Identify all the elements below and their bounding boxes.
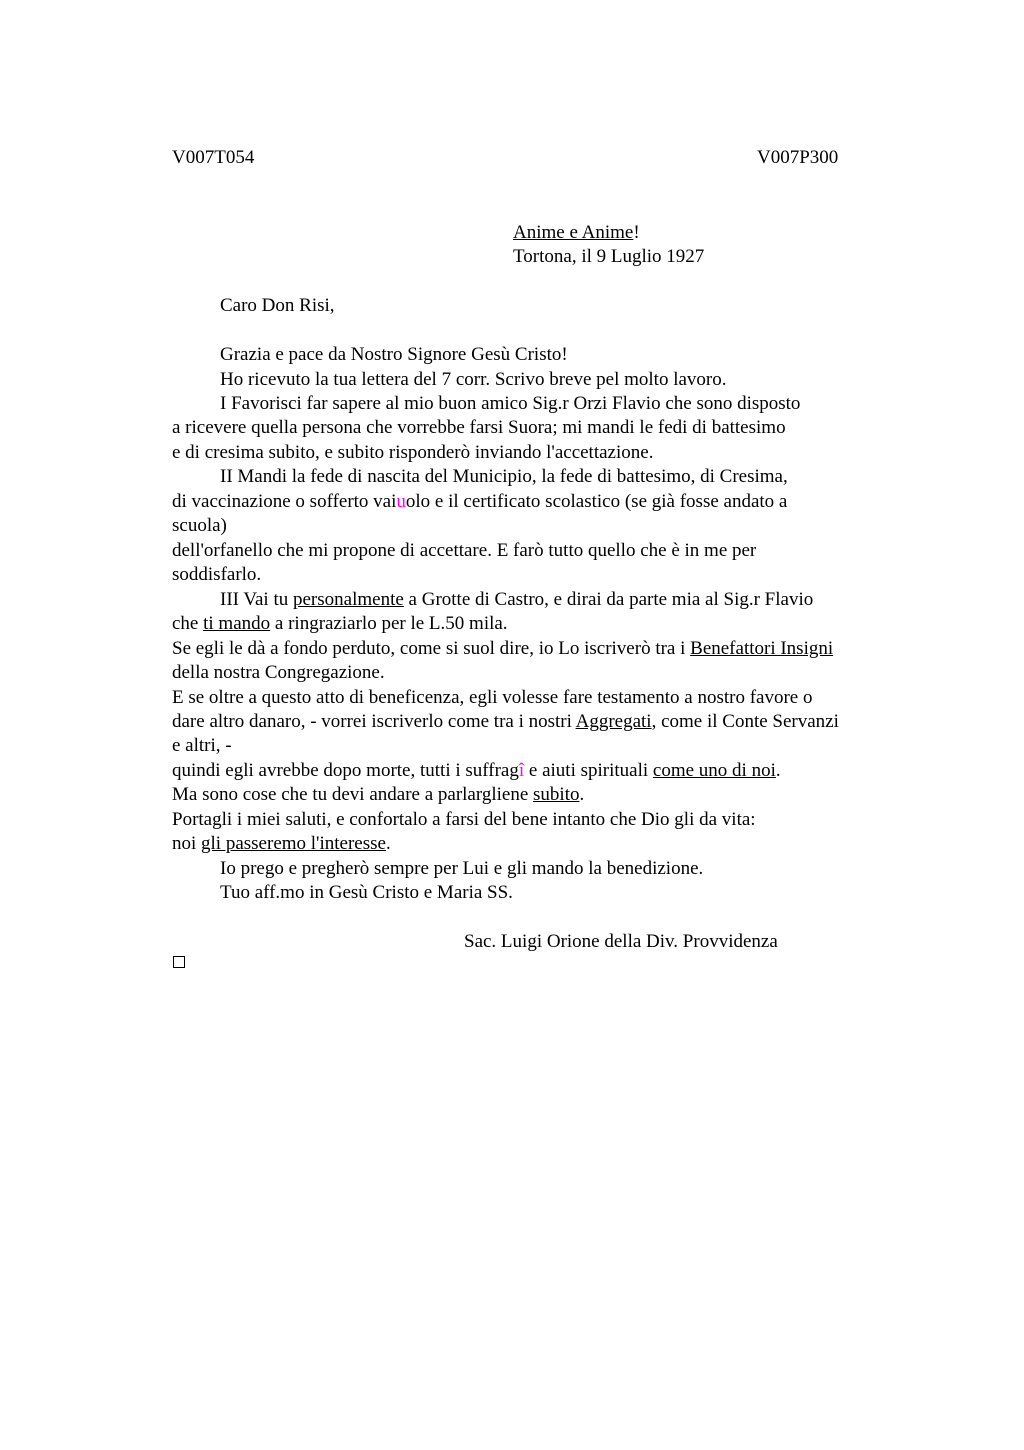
underlined-text: Benefattori Insigni [690, 638, 834, 659]
underlined-text: subito [533, 784, 580, 805]
salutation: Caro Don Risi, [220, 295, 335, 316]
text-run: III Vai tu [220, 589, 293, 610]
body-line: a ricevere quella persona che vorrebbe farsi Suora; mi mandi le fedi di battesimo [172, 417, 786, 438]
text-run: noi [172, 833, 202, 854]
text-run: olo e il certificato scolastico (se già fosse andato a [405, 491, 788, 512]
body-line [220, 588, 813, 612]
signature: Sac. Luigi Orione della Div. Provvidenza [464, 931, 778, 952]
body-line: e altri, - [172, 735, 232, 756]
body-line [172, 612, 508, 636]
body-line [172, 710, 839, 734]
motto-punctuation: ! [633, 222, 640, 243]
checkbox-square-icon [173, 956, 185, 968]
place-date: Tortona, il 9 Luglio 1927 [513, 246, 705, 267]
motto-line [513, 221, 640, 245]
body-line: della nostra Congregazione. [172, 662, 385, 683]
text-run: che [172, 613, 204, 634]
body-line: Io prego e pregherò sempre per Lui e gli mando la benedizione. [220, 858, 704, 879]
body-line: scuola) [172, 515, 227, 536]
text-run: a ringraziarlo per le L.50 mila. [270, 613, 508, 634]
closing-line: Tuo aff.mo in Gesù Cristo e Maria SS. [220, 882, 513, 903]
underlined-text: personalmente [293, 589, 404, 610]
body-line: Ho ricevuto la tua lettera del 7 corr. Scrivo breve pel molto lavoro. [220, 369, 727, 390]
text-run: . [579, 784, 585, 805]
highlighted-letter: u [396, 491, 406, 512]
body-line [172, 832, 391, 856]
body-line [172, 783, 584, 807]
body-line [172, 637, 833, 661]
text-run: . [775, 760, 781, 781]
right-archive-code: V007P300 [757, 147, 839, 168]
text-run: dare altro danaro, - vorrei iscriverlo come tra i nostri [172, 711, 576, 732]
text-run: Ma sono cose che tu devi andare a parlargliene [172, 784, 534, 805]
body-line: I Favorisci far sapere al mio buon amico Sig.r Orzi Flavio che sono disposto [220, 393, 801, 414]
body-line [172, 759, 781, 783]
underlined-text: ti mando [203, 613, 271, 634]
text-run: Se egli le dà a fondo perduto, come si suol dire, io Lo iscriverò tra i [172, 638, 691, 659]
motto: Anime e Anime [513, 222, 634, 243]
body-line: soddisfarlo. [172, 564, 262, 585]
underlined-text: Aggregati [575, 711, 652, 732]
text-run: di vaccinazione o sofferto vai [172, 491, 397, 512]
underlined-text: gli passeremo l'interesse [201, 833, 386, 854]
text-run: quindi egli avrebbe dopo morte, tutti i suffrag [172, 760, 519, 781]
body-line [172, 490, 787, 514]
body-line: E se oltre a questo atto di beneficenza, egli volesse fare testamento a nostro favore o [172, 687, 813, 708]
text-run: . [385, 833, 391, 854]
body-line: Grazia e pace da Nostro Signore Gesù Cristo! [220, 344, 568, 365]
left-archive-code: V007T054 [172, 147, 255, 168]
body-line: e di cresima subito, e subito risponderò inviando l'accettazione. [172, 442, 654, 463]
highlighted-letter: î [518, 760, 525, 781]
body-line: II Mandi la fede di nascita del Municipio, la fede di battesimo, di Cresima, [220, 466, 788, 487]
text-run: e aiuti spirituali [524, 760, 653, 781]
body-line: Portagli i miei saluti, e confortalo a farsi del bene intanto che Dio gli da vita: [172, 809, 756, 830]
text-run: , come il Conte Servanzi [651, 711, 839, 732]
body-line: dell'orfanello che mi propone di accettare. E farò tutto quello che è in me per [172, 540, 757, 561]
text-run: a Grotte di Castro, e dirai da parte mia al Sig.r Flavio [403, 589, 814, 610]
underlined-text: come uno di noi [652, 760, 776, 781]
